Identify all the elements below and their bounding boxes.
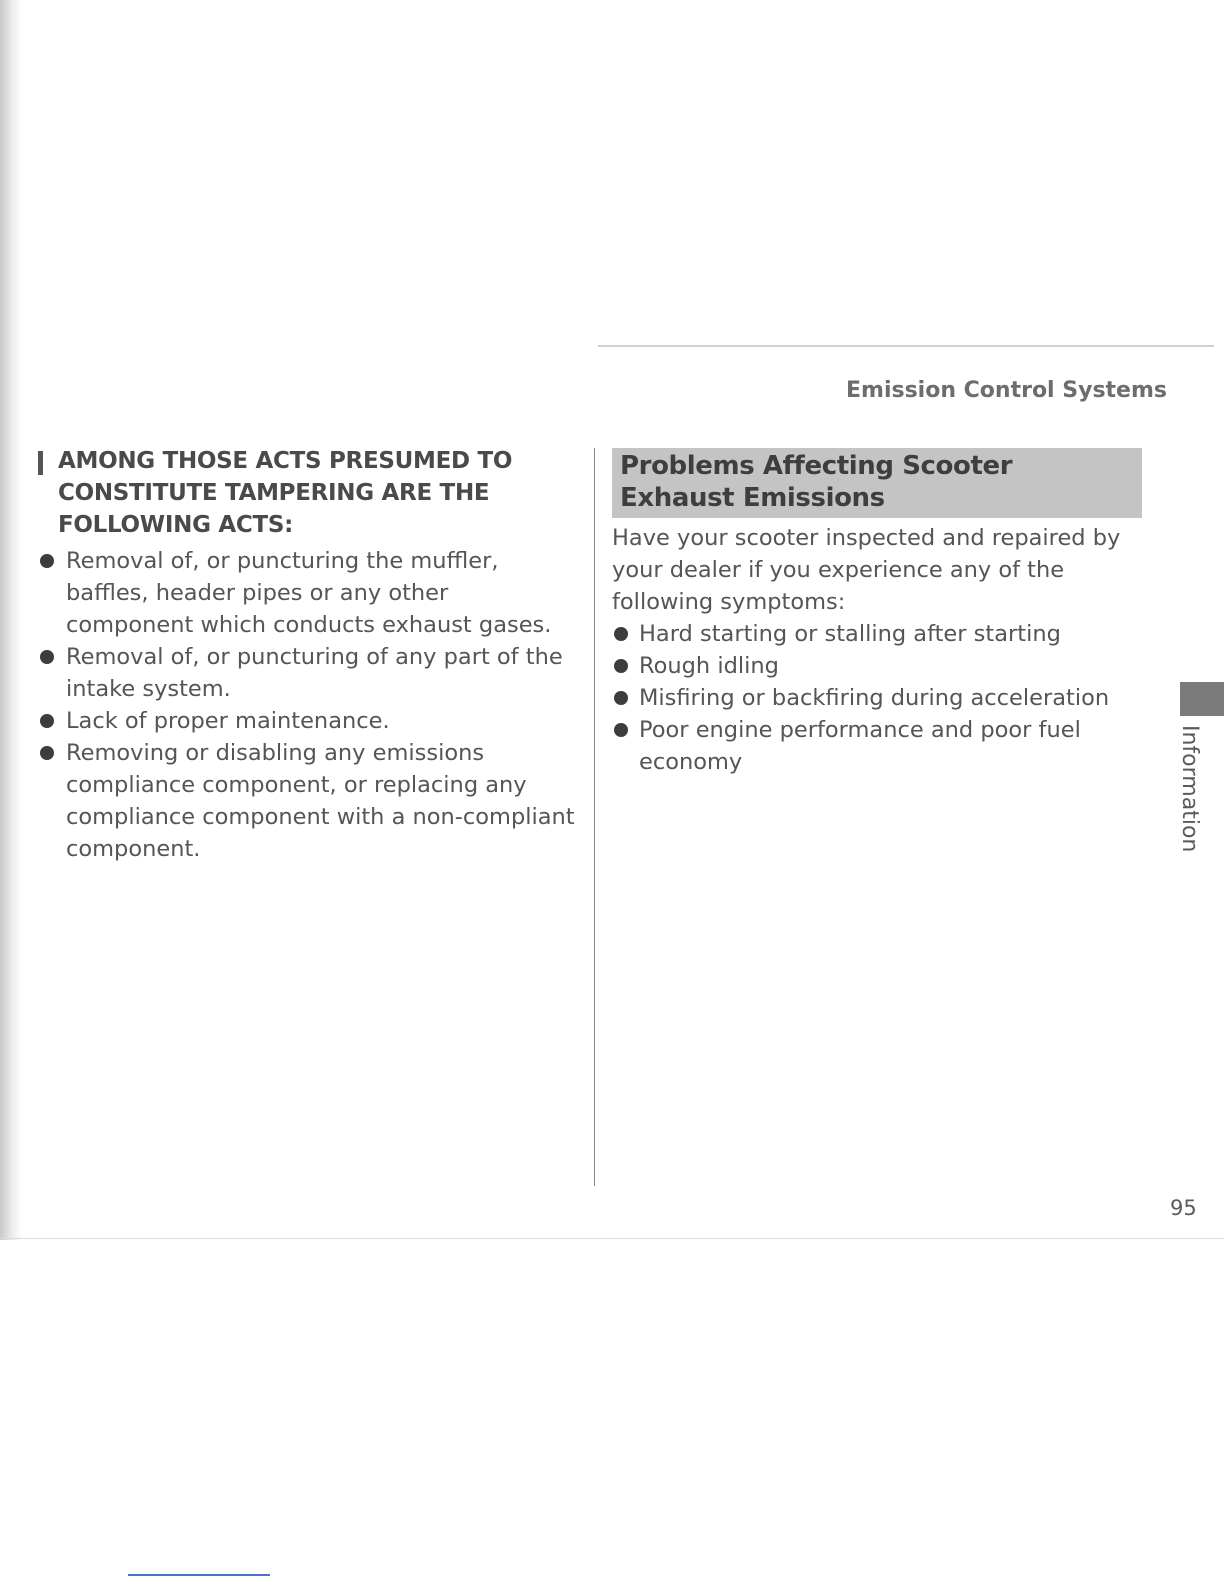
tampering-list [38, 545, 578, 865]
bullet-icon [40, 746, 54, 760]
tampering-heading [38, 445, 578, 541]
list-item-text: Rough idling [639, 653, 779, 679]
list-item [38, 545, 578, 641]
list-item [38, 705, 578, 737]
list-item [612, 650, 1142, 682]
bullet-icon [40, 554, 54, 568]
heading-marker [38, 451, 43, 475]
problems-intro: Have your scooter inspected and repaired by your dealer if you experience any of the following symptoms: [612, 525, 1121, 615]
bullet-icon [614, 723, 628, 737]
list-item-text: Lack of proper maintenance. [66, 708, 390, 734]
list-item [38, 737, 578, 865]
header-rule [598, 345, 1214, 347]
tampering-section [38, 445, 578, 865]
list-item-text: Removal of, or puncturing the muffler, baffles, header pipes or any other component which conducts exhaust gases. [66, 548, 552, 638]
problems-heading-bar [612, 448, 1142, 518]
list-item-text: Removal of, or puncturing of any part of the intake system. [66, 644, 563, 702]
page-gutter-shadow [0, 0, 22, 1240]
list-item [612, 714, 1142, 778]
section-title: Emission Control Systems [846, 378, 1167, 403]
symptoms-list [612, 618, 1142, 778]
bullet-icon [40, 650, 54, 664]
list-item [612, 618, 1142, 650]
problems-section [612, 448, 1142, 778]
bullet-icon [614, 627, 628, 641]
column-divider [594, 448, 595, 1186]
page-bottom-edge [0, 1238, 1224, 1239]
bullet-icon [614, 691, 628, 705]
list-item [38, 641, 578, 705]
list-item-text: Removing or disabling any emissions compliance component, or replacing any compliance component with a non-compliant component. [66, 740, 575, 862]
list-item-text: Hard starting or stalling after starting [639, 621, 1061, 647]
chapter-tab-label: Information [1177, 725, 1202, 853]
tampering-heading-text: AMONG THOSE ACTS PRESUMED TO CONSTITUTE TAMPERING ARE THE FOLLOWING ACTS: [58, 448, 513, 538]
chapter-tab-marker [1180, 682, 1224, 716]
page-number: 95 [1170, 1196, 1197, 1220]
list-item-text: Misfiring or backfiring during acceleration [639, 685, 1110, 711]
footer-underline [128, 1574, 270, 1576]
list-item [612, 682, 1142, 714]
bullet-icon [40, 714, 54, 728]
problems-heading: Problems Affecting Scooter Exhaust Emissions [620, 451, 1013, 513]
list-item-text: Poor engine performance and poor fuel economy [639, 717, 1081, 775]
bullet-icon [614, 659, 628, 673]
